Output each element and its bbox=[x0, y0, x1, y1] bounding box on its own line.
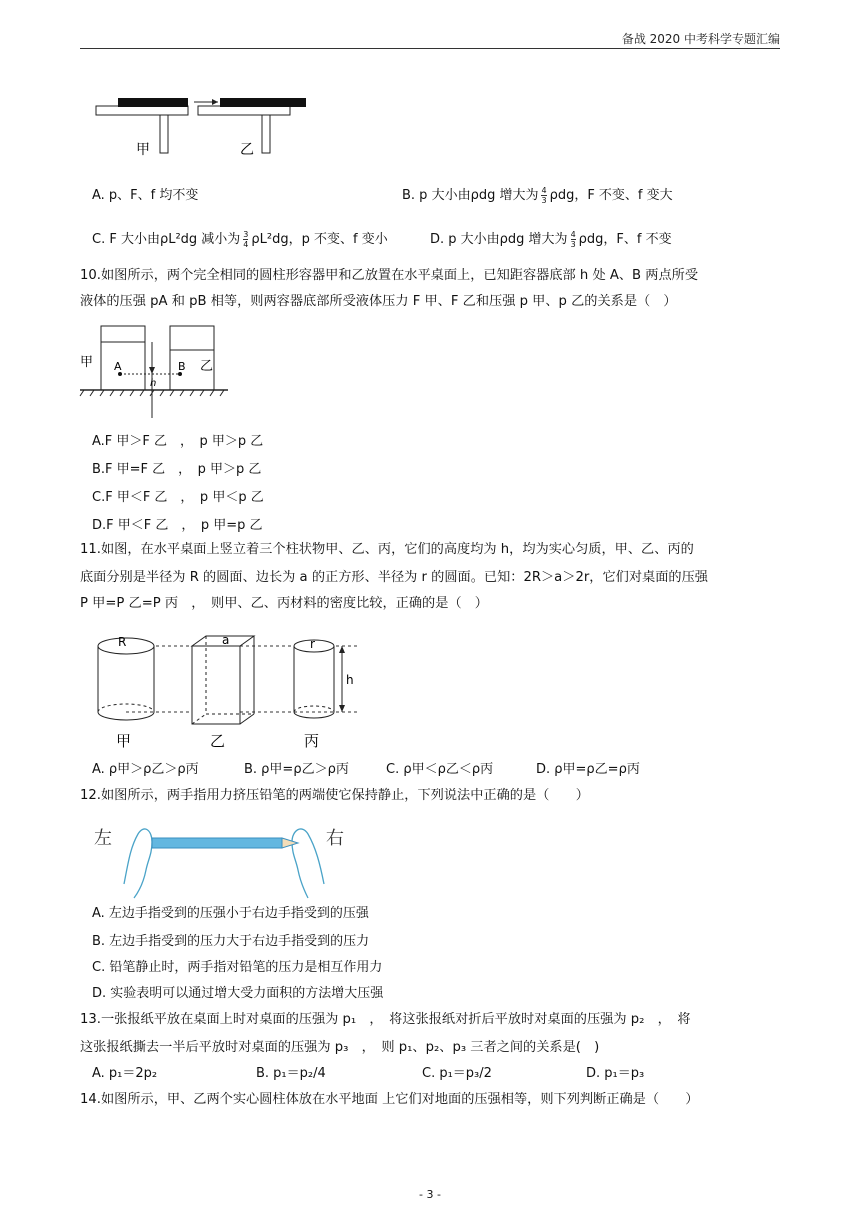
q11-label-h: h bbox=[346, 673, 354, 687]
q10-option-c: C.F 甲＜F 乙 ， p 甲＜p 乙 bbox=[92, 490, 264, 505]
q11-label-r-small: r bbox=[310, 637, 315, 651]
q11-label-bing: 丙 bbox=[304, 732, 320, 750]
q11-option-b: B. ρ甲=ρ乙＞ρ丙 bbox=[244, 762, 349, 777]
q12-stem: 12.如图所示，两手指用力挤压铅笔的两端使它保持静止，下列说法中正确的是（ ） bbox=[80, 788, 589, 803]
q10-label-b: B bbox=[178, 360, 186, 373]
q11-figure bbox=[96, 634, 366, 754]
q13-option-b: B. p₁＝p₂/4 bbox=[256, 1066, 326, 1081]
q12-label-left: 左 bbox=[94, 828, 112, 849]
q10-option-d: D.F 甲＜F 乙 ， p 甲=p 乙 bbox=[92, 518, 263, 533]
q11-label-yi: 乙 bbox=[210, 732, 226, 750]
q12-option-c: C. 铅笔静止时，两手指对铅笔的压力是相互作用力 bbox=[92, 960, 383, 975]
q14-stem: 14.如图所示，甲、乙两个实心圆柱体放在水平地面 上它们对地面的压强相等，则下列判断正确是（ ） bbox=[80, 1092, 699, 1107]
q10-option-b: B.F 甲=F 乙 ， p 甲＞p 乙 bbox=[92, 462, 262, 477]
q11-option-c: C. ρ甲＜ρ乙＜ρ丙 bbox=[386, 762, 494, 777]
q10-stem-line1: 10.如图所示，两个完全相同的圆柱形容器甲和乙放置在水平桌面上，已知距容器底部 h 处 A、B 两点所受 bbox=[80, 268, 699, 283]
header-title: 备战 2020 中考科学专题汇编 bbox=[621, 32, 780, 46]
q11-stem-line3: P 甲=P 乙=P 丙 ， 则甲、乙、丙材料的密度比较，正确的是（ ） bbox=[80, 596, 488, 611]
q13-option-a: A. p₁＝2p₂ bbox=[92, 1066, 158, 1081]
q10-stem-line2: 液体的压强 pA 和 pB 相等，则两容器底部所受液体压力 F 甲、F 乙和压强 p 甲、p 乙的关系是（ ） bbox=[80, 294, 677, 309]
page-number: - 3 - bbox=[419, 1188, 441, 1201]
q12-option-a: A. 左边手指受到的压强小于右边手指受到的压强 bbox=[92, 906, 369, 921]
q11-option-a: A. ρ甲＞ρ乙＞ρ丙 bbox=[92, 762, 199, 777]
q9-option-a: A. p、F、f 均不变 bbox=[92, 188, 199, 203]
q9-figure bbox=[94, 92, 314, 162]
q12-option-b: B. 左边手指受到的压力大于右边手指受到的压力 bbox=[92, 934, 370, 949]
q11-option-d: D. ρ甲=ρ乙=ρ丙 bbox=[536, 762, 640, 777]
q10-option-a: A.F 甲＞F 乙 ， p 甲＞p 乙 bbox=[92, 434, 264, 449]
header-rule bbox=[80, 48, 780, 49]
q11-label-r-big: R bbox=[118, 635, 127, 649]
q11-label-jia: 甲 bbox=[116, 732, 132, 750]
q10-figure bbox=[80, 322, 240, 422]
q11-stem-line2: 底面分别是半径为 R 的圆面、边长为 a 的正方形、半径为 r 的圆面。已知：2R＞a＞2r，它们对桌面的压强 bbox=[80, 570, 708, 585]
q9-option-d: D. p 大小由ρdg 增大为 $\frac{4}{3}$ ρdg，F、f 不变 bbox=[430, 230, 672, 249]
q9-option-b: B. p 大小由ρdg 增大为 $\frac{4}{3}$ ρdg，F 不变、f 变大 bbox=[402, 186, 673, 205]
q10-label-a: A bbox=[114, 360, 122, 373]
q11-stem-line1: 11.如图，在水平桌面上竖立着三个柱状物甲、乙、丙，它们的高度均为 h，均为实心匀质，甲、乙、丙的 bbox=[80, 542, 694, 557]
q13-option-d: D. p₁＝p₃ bbox=[586, 1066, 645, 1081]
q10-label-h: h bbox=[150, 378, 157, 389]
q12-figure bbox=[94, 814, 354, 900]
q13-option-c: C. p₁＝p₃/2 bbox=[422, 1066, 492, 1081]
q12-label-right: 右 bbox=[326, 828, 344, 849]
q9-label-yi: 乙 bbox=[240, 142, 254, 158]
q10-label-jia: 甲 bbox=[80, 355, 94, 370]
q9-label-jia: 甲 bbox=[136, 142, 150, 158]
q9-option-c: C. F 大小由ρL²dg 减小为 $\frac{3}{4}$ ρL²dg，p 不变、f 变小 bbox=[92, 230, 388, 249]
q10-label-yi: 乙 bbox=[200, 359, 214, 374]
q13-stem-line2: 这张报纸撕去一半后平放时对桌面的压强为 p₃ ， 则 p₁、p₂、p₃ 三者之间的关系是( ) bbox=[80, 1040, 600, 1055]
q13-stem-line1: 13.一张报纸平放在桌面上时对桌面的压强为 p₁ ， 将这张报纸对折后平放时对桌面的压强为 p₂ ， 将 bbox=[80, 1012, 691, 1027]
q12-option-d: D. 实验表明可以通过增大受力面积的方法增大压强 bbox=[92, 986, 384, 1001]
q11-label-a: a bbox=[222, 633, 230, 647]
